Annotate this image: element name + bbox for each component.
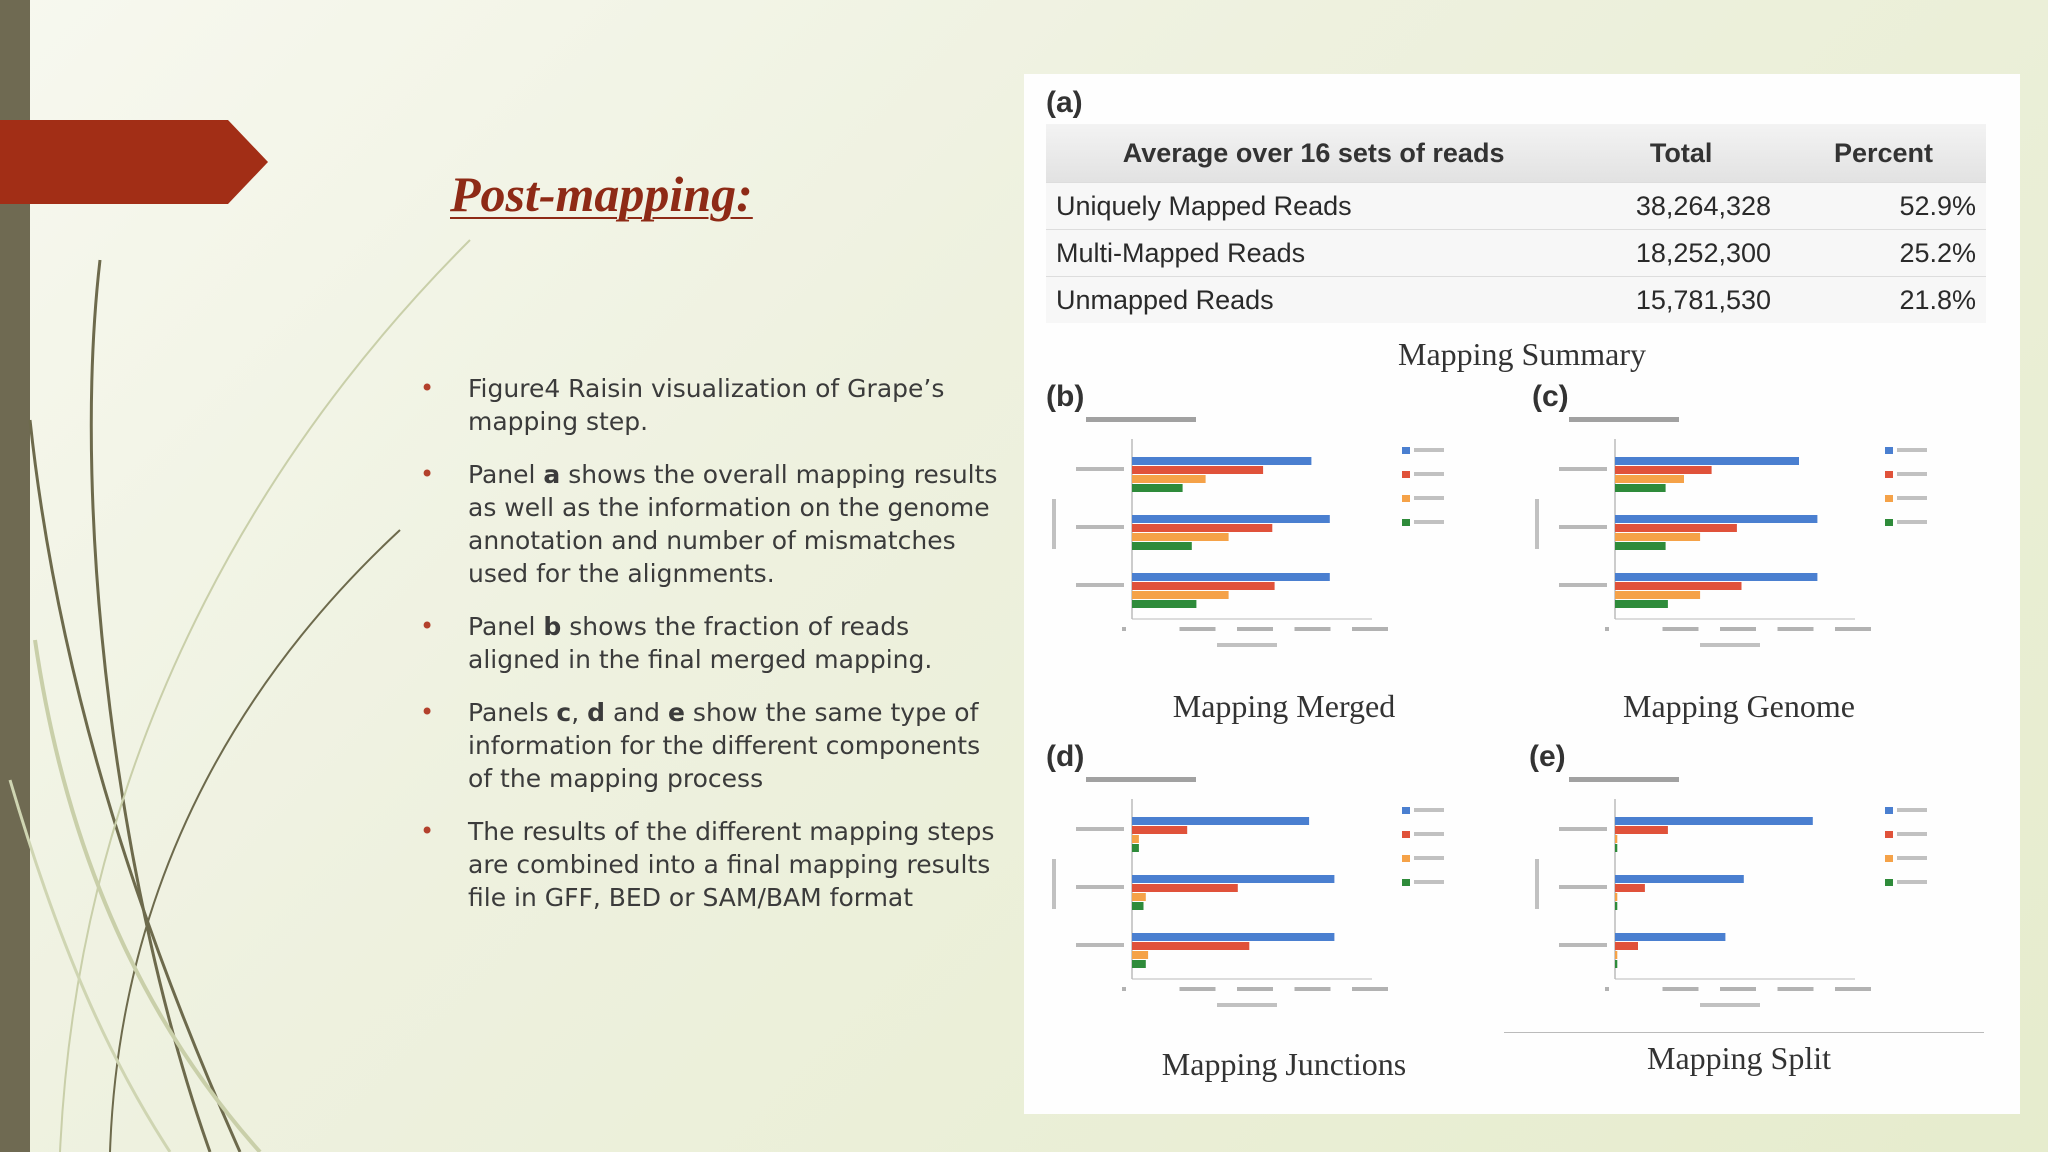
category-label-blur xyxy=(1076,467,1124,471)
bullet-text: shows the fraction of reads aligned in the final merged mapping. xyxy=(468,612,933,674)
bar xyxy=(1132,875,1334,883)
legend-label-blur xyxy=(1897,832,1927,836)
x-tick-label-blur xyxy=(1180,627,1216,631)
table-cell: Uniquely Mapped Reads xyxy=(1046,183,1581,230)
x-tick-label-blur xyxy=(1835,627,1871,631)
bar xyxy=(1132,457,1311,465)
x-tick-label-blur xyxy=(1122,987,1126,991)
bar xyxy=(1615,951,1617,959)
table-cell: 52.9% xyxy=(1781,183,1986,230)
decor-curve xyxy=(30,420,240,1152)
y-axis-label-blur xyxy=(1535,859,1539,909)
bar xyxy=(1615,524,1737,532)
x-tick-label-blur xyxy=(1237,987,1273,991)
category-label-blur xyxy=(1559,583,1607,587)
caption-mapping-genome: Mapping Genome xyxy=(1623,688,1855,724)
bar xyxy=(1615,475,1684,483)
legend-label-blur xyxy=(1414,832,1444,836)
x-axis-label-blur xyxy=(1700,1003,1760,1007)
category-label-blur xyxy=(1559,525,1607,529)
category-label-blur xyxy=(1559,943,1607,947)
decor-curve xyxy=(110,530,400,1152)
table-cell: 18,252,300 xyxy=(1581,230,1781,277)
bullet-bold-text: a xyxy=(543,460,561,489)
bullet-text: , xyxy=(571,698,588,727)
bar xyxy=(1615,600,1668,608)
x-tick-label-blur xyxy=(1778,627,1814,631)
bullet-text: Figure4 Raisin visualization of Grape’s mapping step. xyxy=(468,374,945,436)
x-tick-label-blur xyxy=(1180,987,1216,991)
category-label-blur xyxy=(1076,525,1124,529)
bullet-text: The results of the different mapping steps are combined into a final mapping results file in GFF, BED or SAM/BAM format xyxy=(468,817,995,912)
bar xyxy=(1132,884,1238,892)
decor-curve xyxy=(60,240,470,1152)
x-tick-label-blur xyxy=(1352,987,1388,991)
x-tick-label-blur xyxy=(1663,987,1699,991)
bar xyxy=(1132,533,1229,541)
table-cell: 21.8% xyxy=(1781,277,1986,324)
chart-title-blur xyxy=(1086,777,1196,782)
bar xyxy=(1615,457,1799,465)
bar xyxy=(1615,902,1617,910)
divider xyxy=(1504,1032,1984,1033)
bar xyxy=(1132,591,1229,599)
legend-swatch xyxy=(1885,831,1893,838)
legend-swatch xyxy=(1402,447,1410,454)
x-tick-label-blur xyxy=(1663,627,1699,631)
legend-label-blur xyxy=(1414,496,1444,500)
x-axis-label-blur xyxy=(1217,1003,1277,1007)
legend-swatch xyxy=(1402,879,1410,886)
legend-swatch xyxy=(1885,471,1893,478)
bullet-bold-text: b xyxy=(543,612,562,641)
legend-swatch xyxy=(1885,495,1893,502)
caption-mapping-junctions: Mapping Junctions xyxy=(1161,1046,1407,1082)
decor-curve xyxy=(91,260,210,1152)
raisin-figure xyxy=(1024,74,2020,1114)
table-cell: 25.2% xyxy=(1781,230,1986,277)
bar xyxy=(1615,817,1813,825)
bar xyxy=(1615,591,1700,599)
bar xyxy=(1615,893,1617,901)
table-header: Average over 16 sets of reads xyxy=(1046,124,1581,183)
legend-swatch xyxy=(1885,807,1893,814)
bullet-text: show the same type of information for the different components of the mapping process xyxy=(468,698,981,793)
bar xyxy=(1615,582,1742,590)
legend-swatch xyxy=(1402,519,1410,526)
table-header: Total xyxy=(1581,124,1781,183)
x-tick-label-blur xyxy=(1352,627,1388,631)
y-axis-label-blur xyxy=(1535,499,1539,549)
title-arrow-tab xyxy=(0,120,268,204)
panel-letter-c: (c) xyxy=(1532,380,1569,413)
bar xyxy=(1615,533,1700,541)
legend-label-blur xyxy=(1897,448,1927,452)
table-row xyxy=(1046,230,1986,277)
x-tick-label-blur xyxy=(1605,987,1609,991)
bullet-item xyxy=(414,372,1004,438)
bar xyxy=(1615,573,1817,581)
table-cell: 15,781,530 xyxy=(1581,277,1781,324)
x-tick-label-blur xyxy=(1295,627,1331,631)
chart-title-blur xyxy=(1569,417,1679,422)
table-header: Percent xyxy=(1781,124,1986,183)
bar xyxy=(1615,542,1666,550)
category-label-blur xyxy=(1076,943,1124,947)
caption-mapping-merged: Mapping Merged xyxy=(1172,688,1396,724)
panel-letter-e: (e) xyxy=(1529,740,1566,773)
bullet-text: Panel xyxy=(468,460,544,489)
panel-letter-d: (d) xyxy=(1046,740,1085,773)
bullet-bold-text: e xyxy=(668,698,685,727)
bullet-text: Panels xyxy=(468,698,557,727)
category-label-blur xyxy=(1559,467,1607,471)
bar xyxy=(1132,817,1309,825)
legend-swatch xyxy=(1402,471,1410,478)
mapping-summary-table xyxy=(1046,124,1986,323)
bar xyxy=(1132,942,1249,950)
slide-title: Post-mapping: xyxy=(450,166,753,222)
legend-swatch xyxy=(1402,831,1410,838)
category-label-blur xyxy=(1076,827,1124,831)
y-axis-label-blur xyxy=(1052,499,1056,549)
bar xyxy=(1132,484,1183,492)
table-row xyxy=(1046,183,1986,230)
x-tick-label-blur xyxy=(1720,987,1756,991)
legend-label-blur xyxy=(1897,520,1927,524)
bar xyxy=(1132,933,1334,941)
table-cell: Multi-Mapped Reads xyxy=(1046,230,1581,277)
chart-title-blur xyxy=(1569,777,1679,782)
bar xyxy=(1615,515,1817,523)
bar xyxy=(1132,475,1206,483)
bar xyxy=(1615,826,1668,834)
panel-letter-a: (a) xyxy=(1046,86,1083,119)
decor-curve xyxy=(35,640,260,1152)
legend-swatch xyxy=(1402,495,1410,502)
bar xyxy=(1132,600,1196,608)
bar xyxy=(1615,844,1617,852)
bullet-item xyxy=(414,458,1004,590)
legend-swatch xyxy=(1885,519,1893,526)
bar xyxy=(1615,884,1645,892)
category-label-blur xyxy=(1076,885,1124,889)
bar xyxy=(1132,515,1330,523)
bullet-item xyxy=(414,696,1004,795)
legend-swatch xyxy=(1402,807,1410,814)
legend-swatch xyxy=(1885,879,1893,886)
chart-title-blur xyxy=(1086,417,1196,422)
bar xyxy=(1615,835,1617,843)
bar xyxy=(1615,942,1638,950)
legend-swatch xyxy=(1402,855,1410,862)
legend-swatch xyxy=(1885,447,1893,454)
x-tick-label-blur xyxy=(1835,987,1871,991)
bar xyxy=(1615,960,1617,968)
bar xyxy=(1615,875,1744,883)
caption-mapping-summary: Mapping Summary xyxy=(1398,336,1646,372)
bar xyxy=(1132,960,1146,968)
category-label-blur xyxy=(1559,827,1607,831)
bullet-item xyxy=(414,815,1004,914)
bar xyxy=(1132,466,1263,474)
table-header-row xyxy=(1046,124,1986,183)
bullet-item xyxy=(414,610,1004,676)
bullet-text: and xyxy=(605,698,668,727)
legend-label-blur xyxy=(1414,808,1444,812)
table-cell: Unmapped Reads xyxy=(1046,277,1581,324)
bar xyxy=(1132,902,1144,910)
legend-label-blur xyxy=(1897,856,1927,860)
category-label-blur xyxy=(1559,885,1607,889)
legend-label-blur xyxy=(1414,448,1444,452)
bullet-text: Panel xyxy=(468,612,544,641)
bar xyxy=(1132,893,1146,901)
panel-letter-b: (b) xyxy=(1046,380,1085,413)
legend-label-blur xyxy=(1897,808,1927,812)
table-row xyxy=(1046,277,1986,324)
bar xyxy=(1132,951,1148,959)
x-tick-label-blur xyxy=(1778,987,1814,991)
x-axis-label-blur xyxy=(1217,643,1277,647)
legend-label-blur xyxy=(1897,496,1927,500)
bullet-bold-text: d xyxy=(587,698,606,727)
x-tick-label-blur xyxy=(1237,627,1273,631)
legend-label-blur xyxy=(1414,472,1444,476)
bullet-list xyxy=(414,372,1004,934)
bar xyxy=(1615,933,1725,941)
bar xyxy=(1132,826,1187,834)
decor-curve xyxy=(10,780,170,1152)
bar xyxy=(1132,835,1139,843)
x-tick-label-blur xyxy=(1720,627,1756,631)
legend-label-blur xyxy=(1414,880,1444,884)
x-tick-label-blur xyxy=(1295,987,1331,991)
bar xyxy=(1615,466,1712,474)
legend-label-blur xyxy=(1414,856,1444,860)
legend-label-blur xyxy=(1897,472,1927,476)
y-axis-label-blur xyxy=(1052,859,1056,909)
bar xyxy=(1132,844,1139,852)
bar xyxy=(1132,542,1192,550)
table-cell: 38,264,328 xyxy=(1581,183,1781,230)
bar xyxy=(1615,484,1666,492)
legend-swatch xyxy=(1885,855,1893,862)
bar xyxy=(1132,573,1330,581)
x-tick-label-blur xyxy=(1122,627,1126,631)
bar xyxy=(1132,524,1272,532)
legend-label-blur xyxy=(1897,880,1927,884)
bar xyxy=(1132,582,1275,590)
category-label-blur xyxy=(1076,583,1124,587)
caption-mapping-split: Mapping Split xyxy=(1646,1040,1831,1076)
bullet-text: shows the overall mapping results as well as the information on the genome annotation and number of mismatches used for the alignments. xyxy=(468,460,998,588)
legend-label-blur xyxy=(1414,520,1444,524)
x-axis-label-blur xyxy=(1700,643,1760,647)
x-tick-label-blur xyxy=(1605,627,1609,631)
bullet-bold-text: c xyxy=(556,698,572,727)
